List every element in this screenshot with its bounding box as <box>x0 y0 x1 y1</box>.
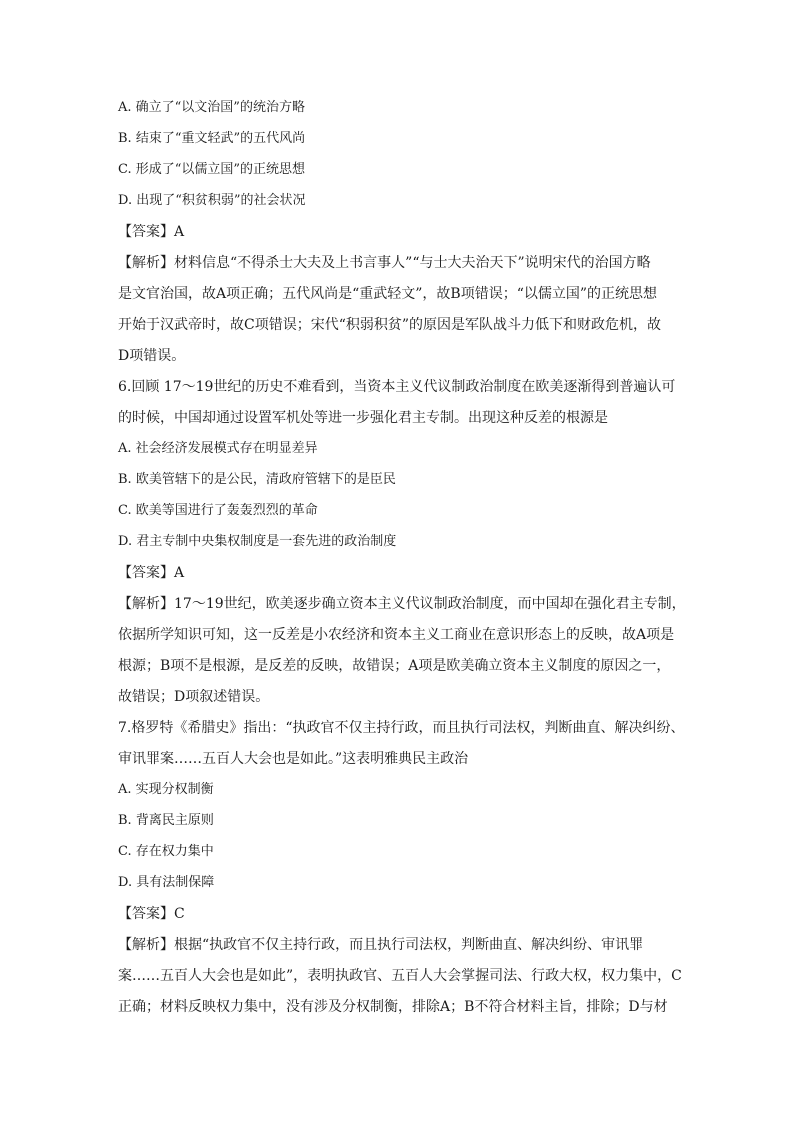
q5-option-c: C. 形成了“以儒立国”的正统思想 <box>118 162 306 177</box>
q6-analysis-line-3: 根源；B项不是根源，是反差的反映，故错误；A项是欧美确立资本主义制度的原因之一， <box>118 658 671 674</box>
q5-analysis-line-3: 开始于汉武帝时，故C项错误；宋代“积弱积贫”的原因是军队战斗力低下和财政危机，故 <box>118 317 662 333</box>
q7-stem-line-2: 审讯罪案……五百人大会也是如此。”这表明雅典民主政治 <box>118 751 469 767</box>
q6-analysis-line-2: 依据所学知识可知，这一反差是小农经济和资本主义工商业在意识形态上的反映，故A项是 <box>118 627 675 643</box>
q5-analysis-line-1: 【解析】材料信息“不得杀士大夫及上书言事人”“与士大夫治天下”说明宋代的治国方略 <box>118 255 651 271</box>
q7-analysis-line-2: 案……五百人大会也是如此”，表明执政官、五百人大会掌握司法、行政大权，权力集中，C <box>118 968 682 984</box>
q7-option-a: A. 实现分权制衡 <box>118 782 214 797</box>
q5-option-b: B. 结束了“重文轻武”的五代风尚 <box>118 131 306 146</box>
q6-stem-line-1: 6.回顾 17～19世纪的历史不难看到，当资本主义代议制政治制度在欧美逐渐得到普遍认可 <box>118 379 676 395</box>
q6-option-a: A. 社会经济发展模式存在明显差异 <box>118 441 318 456</box>
q7-option-d: D. 具有法制保障 <box>118 875 215 890</box>
q7-option-c: C. 存在权力集中 <box>118 844 214 859</box>
q6-option-c: C. 欧美等国进行了轰轰烈烈的革命 <box>118 503 318 518</box>
q6-stem-line-2: 的时候，中国却通过设置军机处等进一步强化君主专制。出现这种反差的根源是 <box>118 410 608 426</box>
q6-option-b: B. 欧美管辖下的是公民，清政府管辖下的是臣民 <box>118 472 396 487</box>
q7-analysis-line-1: 【解析】根据“执政官不仅主持行政，而且执行司法权，判断曲直、解决纠纷、审讯罪 <box>118 937 644 953</box>
q5-option-a: A. 确立了“以文治国”的统治方略 <box>118 100 305 115</box>
q7-stem-line-1: 7.格罗特《希腊史》指出：“执政官不仅主持行政，而且执行司法权，判断曲直、解决纠纷、 <box>118 720 685 736</box>
q5-answer: 【答案】A <box>118 224 185 240</box>
q6-analysis-line-1: 【解析】17～19世纪，欧美逐步确立资本主义代议制政治制度，而中国却在强化君主专制， <box>118 596 686 612</box>
q7-option-b: B. 背离民主原则 <box>118 813 214 828</box>
q5-option-d: D. 出现了“积贫积弱”的社会状况 <box>118 193 306 208</box>
q6-analysis-line-4: 故错误；D项叙述错误。 <box>118 689 270 705</box>
document-page <box>118 98 686 1028</box>
q5-analysis-line-4: D项错误。 <box>118 348 186 364</box>
q7-answer: 【答案】C <box>118 906 185 922</box>
q7-analysis-line-3: 正确；材料反映权力集中，没有涉及分权制衡，排除A；B不符合材料主旨，排除；D与材 <box>118 999 668 1015</box>
q5-analysis-line-2: 是文官治国，故A项正确；五代风尚是“重武轻文”，故B项错误；“以儒立国”的正统思想 <box>118 286 658 302</box>
q6-option-d: D. 君主专制中央集权制度是一套先进的政治制度 <box>118 534 397 549</box>
q6-answer: 【答案】A <box>118 565 185 581</box>
